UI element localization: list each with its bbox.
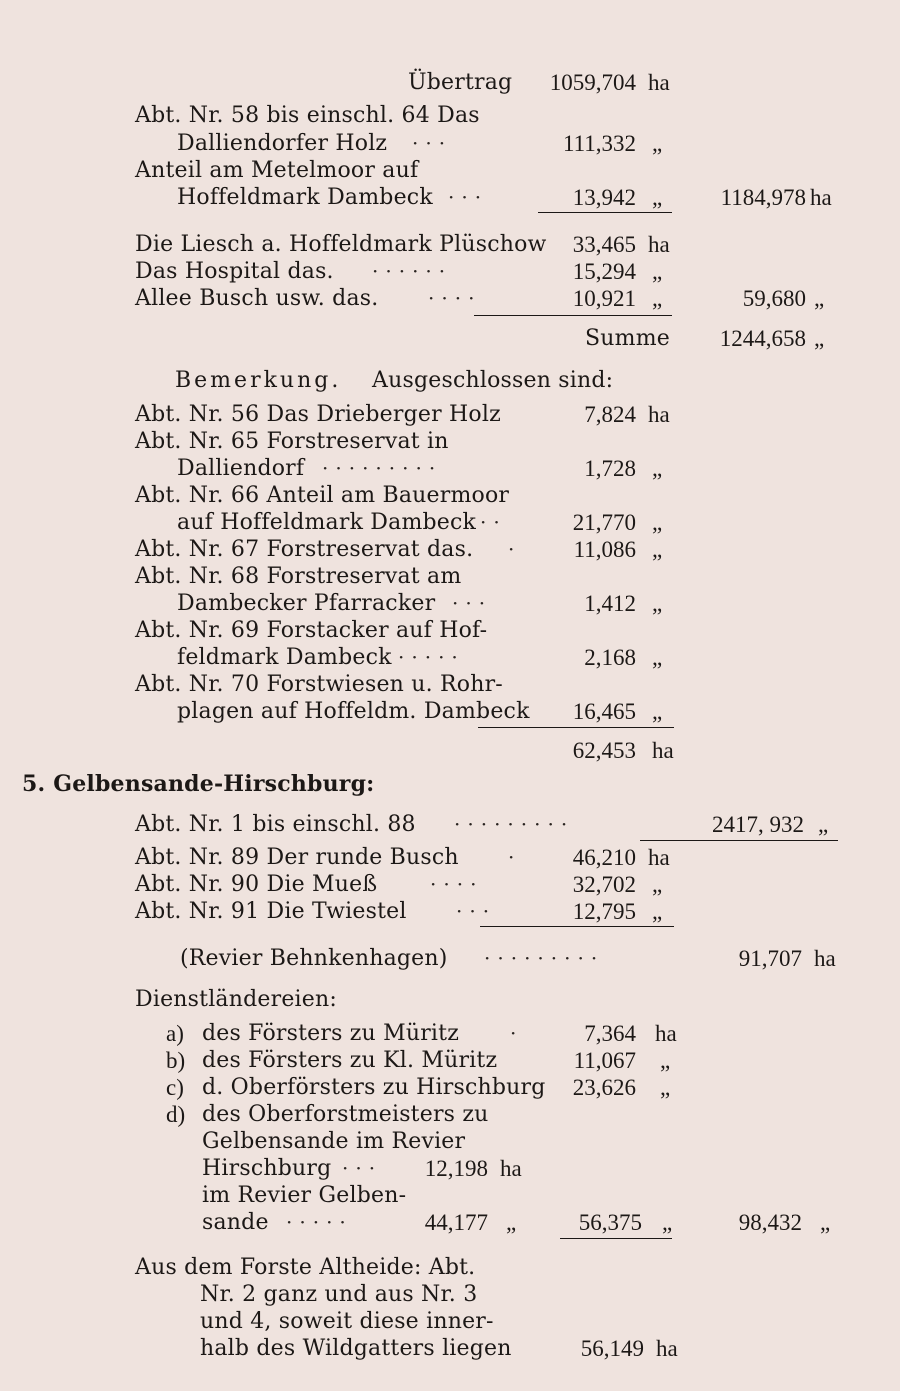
leader-dots: · <box>508 537 522 561</box>
entry-value: 46,210 <box>572 845 636 870</box>
leader-dots: ··· <box>448 185 489 209</box>
subtotal-value: 56,375 <box>578 1210 642 1235</box>
entry-text: auf Hoffeldmark Dambeck <box>177 510 477 535</box>
entry-unit: „ <box>652 872 663 897</box>
subheading: Dienstländereien: <box>135 987 337 1012</box>
entry-text: Abt. Nr. 67 Forstreservat das. <box>135 537 474 562</box>
entry-text: Aus dem Forste Altheide: Abt. <box>135 1255 476 1280</box>
entry-text: Allee Busch usw. das. <box>135 286 379 311</box>
entry-text: des Oberforstmeisters zu <box>202 1102 489 1127</box>
entry-value: 12,795 <box>572 899 636 924</box>
entry-text: Abt. Nr. 66 Anteil am Bauermoor <box>135 483 510 508</box>
entry-unit: ha <box>655 1021 677 1046</box>
subtotal-unit: ha <box>810 185 832 210</box>
leader-dots: ··· <box>456 899 497 923</box>
entry-text: Hirschburg <box>202 1156 332 1181</box>
entry-unit: „ <box>652 899 663 924</box>
entry-unit: „ <box>652 510 663 535</box>
entry-text: plagen auf Hoffeldm. Dambeck <box>177 699 530 724</box>
item-label: d) <box>166 1102 186 1127</box>
subtotal-value: 1184,978 <box>720 185 806 210</box>
entry-unit: „ <box>652 131 663 156</box>
remark-label: Bemerkung. <box>175 368 342 393</box>
leader-dots: ··· <box>452 591 493 615</box>
subtotal-unit: „ <box>662 1210 673 1235</box>
entry-value: 16,465 <box>572 699 636 724</box>
entry-unit: „ <box>652 185 663 210</box>
entry-text: d. Oberförsters zu Hirschburg <box>202 1075 546 1100</box>
entry-unit: „ <box>660 1048 671 1073</box>
entry-value: 21,770 <box>572 510 636 535</box>
entry-text: des Försters zu Müritz <box>202 1021 459 1046</box>
entry-unit: ha <box>648 402 670 427</box>
sum-rule <box>560 1238 672 1239</box>
entry-text: Abt. Nr. 90 Die Mueß <box>135 872 378 897</box>
entry-unit: „ <box>652 645 663 670</box>
entry-unit: ha <box>814 946 836 971</box>
entry-value: 11,067 <box>573 1048 636 1073</box>
sum-rule <box>480 926 674 927</box>
leader-dots: ···· <box>430 872 484 896</box>
entry-text: Das Hospital das. <box>135 259 334 284</box>
entry-text: Abt. Nr. 89 Der runde Busch <box>135 845 459 870</box>
item-label: b) <box>166 1048 186 1073</box>
entry-value: 15,294 <box>572 259 636 284</box>
entry-value: 1,412 <box>584 591 636 616</box>
entry-text: Abt. Nr. 70 Forstwiesen u. Rohr- <box>135 672 503 697</box>
entry-text: (Revier Behnkenhagen) <box>180 946 448 971</box>
entry-text: sande <box>202 1210 269 1235</box>
entry-unit: ha <box>648 232 670 257</box>
entry-text: Die Liesch a. Hoffeldmark Plüschow <box>135 232 547 257</box>
entry-unit: „ <box>652 591 663 616</box>
total-unit: „ <box>820 1210 831 1235</box>
remark-total-value: 62,453 <box>572 738 636 763</box>
entry-value: 7,824 <box>584 402 636 427</box>
entry-value: 44,177 <box>424 1210 488 1235</box>
sum-rule <box>640 840 838 841</box>
leader-dots: · <box>508 845 522 869</box>
leader-dots: ········· <box>454 812 575 836</box>
entry-value: 23,626 <box>572 1075 636 1100</box>
entry-text: des Försters zu Kl. Müritz <box>202 1048 498 1073</box>
sum-rule <box>538 212 672 213</box>
leader-dots: ····· <box>286 1210 353 1234</box>
section-heading: 5. Gelbensande-Hirschburg: <box>22 771 375 797</box>
entry-unit: ha <box>656 1336 678 1361</box>
entry-text: Dambecker Pfarracker <box>177 591 436 616</box>
entry-value: 13,942 <box>572 185 636 210</box>
entry-text: Nr. 2 ganz und aus Nr. 3 <box>200 1282 478 1307</box>
item-label: c) <box>166 1075 184 1100</box>
entry-unit: „ <box>818 812 829 837</box>
subtotal-unit: „ <box>814 286 825 311</box>
uebertrag-label: Übertrag <box>408 70 513 95</box>
uebertrag-value: 1059,704 <box>549 70 636 95</box>
entry-unit: „ <box>652 537 663 562</box>
summe-value: 1244,658 <box>719 326 806 351</box>
entry-value: 2,168 <box>584 645 636 670</box>
entry-text: Abt. Nr. 68 Forstreservat am <box>135 564 462 589</box>
leader-dots: ···· <box>428 286 482 310</box>
sum-rule <box>478 727 674 728</box>
entry-text: Dalliendorfer Holz <box>177 131 388 156</box>
entry-unit: „ <box>652 259 663 284</box>
leader-dots: ····· <box>398 645 465 669</box>
total-value: 98,432 <box>738 1210 802 1235</box>
entry-text: feldmark Dambeck <box>177 645 392 670</box>
entry-unit: „ <box>506 1210 517 1235</box>
entry-text: Gelbensande im Revier <box>202 1129 466 1154</box>
entry-text: Dalliendorf <box>177 456 305 481</box>
entry-value: 2417, 932 <box>712 812 804 837</box>
entry-unit: „ <box>652 699 663 724</box>
entry-unit: ha <box>500 1156 522 1181</box>
summe-label: Summe <box>585 326 670 351</box>
leader-dots: ······ <box>372 259 453 283</box>
entry-text: Abt. Nr. 1 bis einschl. 88 <box>135 812 416 837</box>
entry-text: und 4, soweit diese inner- <box>200 1309 494 1334</box>
entry-value: 32,702 <box>572 872 636 897</box>
item-label: a) <box>166 1021 184 1046</box>
leader-dots: ·· <box>480 510 507 534</box>
entry-value: 91,707 <box>738 946 802 971</box>
entry-unit: „ <box>660 1075 671 1100</box>
entry-text: Abt. Nr. 91 Die Twiestel <box>135 899 407 924</box>
entry-value: 33,465 <box>572 232 636 257</box>
entry-text: im Revier Gelben- <box>202 1183 407 1208</box>
subtotal-value: 59,680 <box>742 286 806 311</box>
leader-dots: ··· <box>342 1156 383 1180</box>
entry-value: 11,086 <box>573 537 636 562</box>
entry-value: 56,149 <box>580 1336 644 1361</box>
leader-dots: ········· <box>484 946 605 970</box>
entry-text: Abt. Nr. 58 bis einschl. 64 Das <box>135 103 480 128</box>
entry-unit: ha <box>648 845 670 870</box>
leader-dots: ········· <box>322 456 443 480</box>
uebertrag-unit: ha <box>648 70 670 95</box>
summe-unit: „ <box>814 326 825 351</box>
entry-unit: „ <box>652 286 663 311</box>
entry-value: 7,364 <box>584 1021 636 1046</box>
entry-text: Anteil am Metelmoor auf <box>135 158 419 183</box>
entry-value: 111,332 <box>562 131 636 156</box>
entry-text: Abt. Nr. 56 Das Drieberger Holz <box>135 402 501 427</box>
sum-rule <box>474 315 672 316</box>
leader-dots: · <box>510 1021 524 1045</box>
entry-text: Abt. Nr. 65 Forstreservat in <box>135 429 449 454</box>
entry-text: Hoffeldmark Dambeck <box>177 185 433 210</box>
entry-value: 1,728 <box>584 456 636 481</box>
remark-total-unit: ha <box>652 738 674 763</box>
entry-text: Abt. Nr. 69 Forstacker auf Hof- <box>135 618 488 643</box>
remark-text: Ausgeschlossen sind: <box>372 368 614 393</box>
entry-value: 10,921 <box>572 286 636 311</box>
entry-text: halb des Wildgatters liegen <box>200 1336 512 1361</box>
leader-dots: ··· <box>412 131 453 155</box>
entry-value: 12,198 <box>424 1156 488 1181</box>
entry-unit: „ <box>652 456 663 481</box>
